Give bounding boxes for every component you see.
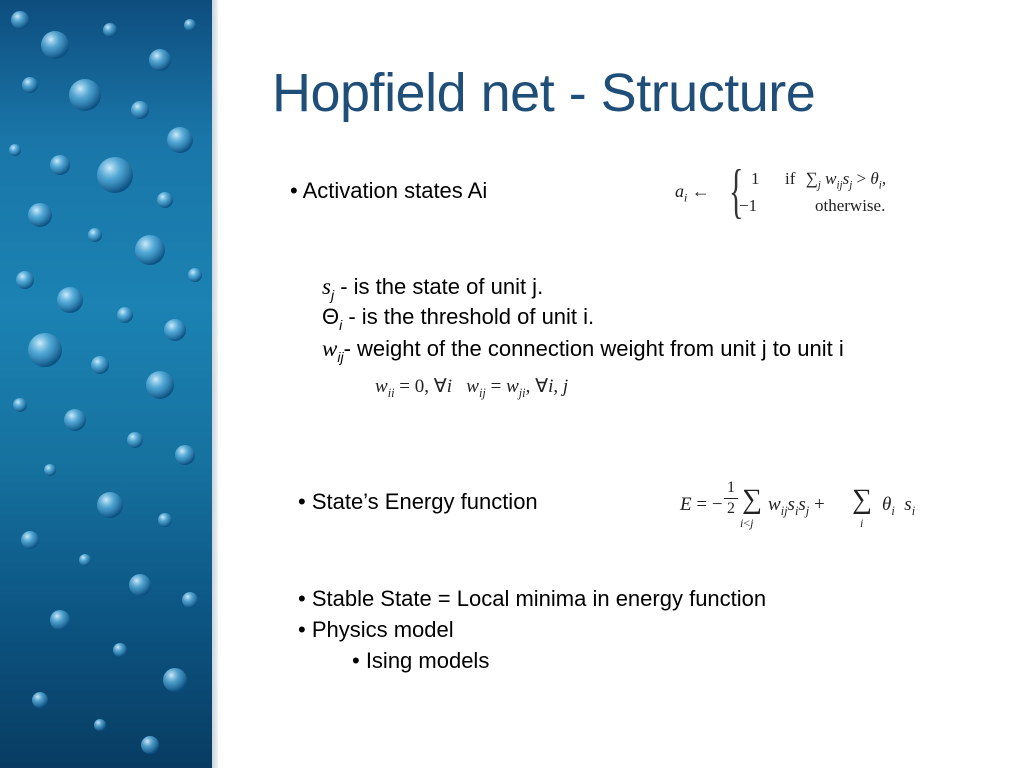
bullet-ising-models: • Ising models [352,648,490,673]
definition-s-symbol: s [322,274,331,299]
image-edge-divider [212,0,218,768]
energy-formula: E = − 1 2 ∑ i<j $w_{ij}s_is_j$ + ∑ i $\theta_i$ $s_i$ [680,479,916,530]
definition-s [322,274,544,303]
definition-theta-symbol: Θ [322,304,340,329]
definition-theta-sub: i [339,317,343,333]
definition-theta [322,304,595,333]
case1-value: 1 [751,169,760,188]
case2-value: −1 [739,196,758,215]
definition-w [322,336,844,365]
left-brace: { [729,158,744,224]
case2-condition: otherwise. [815,196,886,215]
slide-title: Hopfield net - Structure [272,63,816,123]
definition-s-text: - is the state of unit j. [334,274,544,299]
weight-constraint-formula: $w_{ii} = 0$, ∀i $w_{ij} = w_{ji}$, ∀i, j [375,376,569,400]
definition-w-sub: ij [337,349,344,365]
bullet-physics-model: • Physics model [298,617,454,642]
bullet-activation: • Activation states Ai [290,178,488,203]
activation-formula: $a_i$ ← { 1 if $\sum_j$ $w_{ij}s_j > \theta_i$, −1 otherwise. [675,158,887,224]
definition-s-sub: j [330,287,335,303]
bullet-stable-state: • Stable State = Local minima in energy function [298,586,767,611]
activation-lhs: a [675,181,684,201]
definition-theta-text: - is the threshold of unit i. [342,304,595,329]
definition-w-symbol: w [322,336,338,361]
case1-condition: if [785,169,796,188]
arrow-symbol: ← [691,181,710,201]
water-bubbles-image [0,0,212,768]
bullet-energy: • State’s Energy function [298,489,538,514]
bubbles-graphic [0,0,212,768]
definition-w-text: - weight of the connection weight from unit j to unit i [343,336,844,361]
activation-lhs-sub: i [684,191,688,205]
